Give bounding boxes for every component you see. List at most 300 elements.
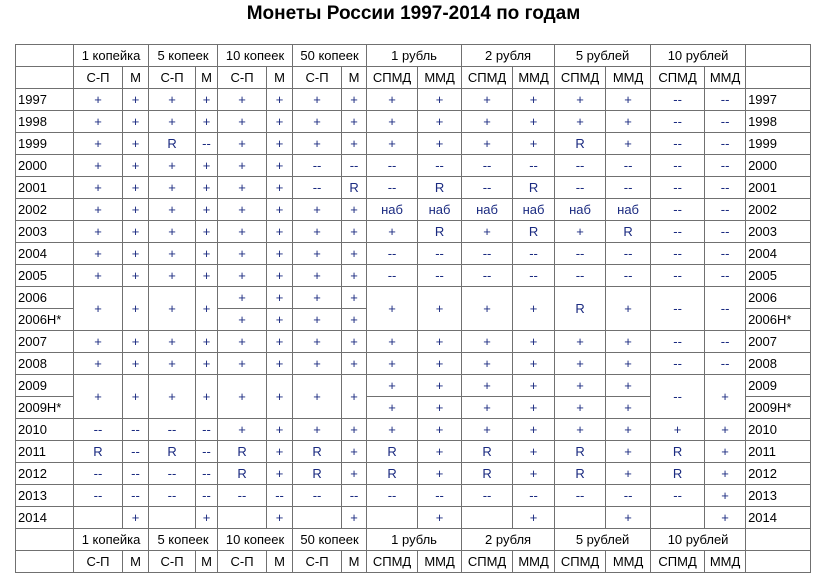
coin-cell: +	[418, 375, 462, 397]
coin-cell: --	[555, 265, 606, 287]
coin-cell: --	[555, 155, 606, 177]
coin-cell: --	[123, 419, 149, 441]
year-label: 2014	[16, 507, 74, 529]
coin-cell: +	[293, 111, 342, 133]
coin-cell: --	[74, 485, 123, 507]
mint-header: СПМД	[555, 551, 606, 573]
mint-header: СПМД	[462, 67, 513, 89]
mint-header: С-П	[74, 67, 123, 89]
coin-cell: +	[267, 375, 293, 419]
coin-cell: --	[462, 177, 513, 199]
coin-cell: +	[606, 397, 651, 419]
coin-cell: +	[342, 309, 367, 331]
coin-cell: --	[123, 485, 149, 507]
coin-cell: --	[705, 177, 746, 199]
coin-cell: +	[123, 221, 149, 243]
coin-cell: +	[342, 353, 367, 375]
mint-header: СПМД	[367, 67, 418, 89]
table-row	[16, 485, 811, 507]
coin-cell: +	[149, 155, 196, 177]
coin-cell: --	[705, 199, 746, 221]
coin-cell: --	[196, 485, 218, 507]
year-label-right: 2009Н*	[746, 397, 811, 419]
coin-cell: +	[267, 265, 293, 287]
coin-cell: --	[705, 221, 746, 243]
coin-cell	[651, 507, 705, 529]
coin-cell: +	[418, 89, 462, 111]
coin-cell: +	[123, 331, 149, 353]
coin-cell: --	[513, 155, 555, 177]
coin-cell: --	[462, 243, 513, 265]
coin-cell: +	[267, 199, 293, 221]
mint-header: ММД	[513, 551, 555, 573]
coin-cell: +	[196, 353, 218, 375]
coin-cell: +	[74, 243, 123, 265]
coin-cell: +	[267, 331, 293, 353]
mint-header: М	[342, 67, 367, 89]
coin-cell: +	[705, 441, 746, 463]
coin-cell: +	[462, 397, 513, 419]
coin-cell: --	[196, 133, 218, 155]
coin-cell: --	[651, 353, 705, 375]
table-row	[16, 155, 811, 177]
corner-cell	[16, 551, 74, 573]
coin-cell: --	[74, 419, 123, 441]
coin-cell: +	[74, 265, 123, 287]
coin-cell: +	[123, 155, 149, 177]
coin-cell: +	[218, 375, 267, 419]
coin-cell: +	[267, 111, 293, 133]
coin-cell: +	[418, 463, 462, 485]
coin-cell: +	[74, 133, 123, 155]
coin-cell: +	[418, 111, 462, 133]
coin-cell: +	[418, 397, 462, 419]
coin-cell: +	[267, 353, 293, 375]
year-label: 2000	[16, 155, 74, 177]
coin-cell: +	[123, 199, 149, 221]
coin-cell: --	[555, 177, 606, 199]
year-label-right: 2008	[746, 353, 811, 375]
coin-cell: +	[513, 89, 555, 111]
coin-cell: +	[293, 309, 342, 331]
coin-cell: --	[651, 265, 705, 287]
year-label-right: 1997	[746, 89, 811, 111]
coin-cell: +	[342, 221, 367, 243]
coin-cell: +	[555, 89, 606, 111]
coin-cell: +	[462, 353, 513, 375]
top-mint-row	[16, 67, 811, 89]
year-label-right: 2000	[746, 155, 811, 177]
year-label-right: 2006Н*	[746, 309, 811, 331]
coin-cell: --	[367, 243, 418, 265]
coin-cell	[149, 507, 196, 529]
coin-cell: --	[651, 485, 705, 507]
coin-cell: +	[462, 89, 513, 111]
year-label: 2011	[16, 441, 74, 463]
coin-cell: +	[705, 463, 746, 485]
mint-header: М	[196, 67, 218, 89]
coin-cell: --	[705, 155, 746, 177]
coin-cell: R	[418, 177, 462, 199]
year-label: 2003	[16, 221, 74, 243]
mint-header: М	[123, 551, 149, 573]
mint-header: ММД	[418, 551, 462, 573]
year-label: 2010	[16, 419, 74, 441]
coin-cell: +	[196, 89, 218, 111]
mint-header: СПМД	[555, 67, 606, 89]
mint-header: СПМД	[651, 551, 705, 573]
coin-cell: +	[123, 177, 149, 199]
table-row	[16, 419, 811, 441]
denomination-header: 10 рублей	[651, 45, 746, 67]
coin-cell: +	[705, 419, 746, 441]
year-label-right: 2009	[746, 375, 811, 397]
corner-cell	[746, 551, 811, 573]
coin-cell: +	[74, 331, 123, 353]
table-row	[16, 375, 811, 397]
coin-cell: +	[705, 485, 746, 507]
coin-cell: +	[267, 507, 293, 529]
coin-cell: +	[293, 331, 342, 353]
coin-cell: --	[651, 111, 705, 133]
coin-cell: наб	[418, 199, 462, 221]
mint-header: С-П	[149, 67, 196, 89]
coin-cell: --	[606, 177, 651, 199]
coin-cell: --	[651, 133, 705, 155]
coin-cell: --	[418, 243, 462, 265]
coin-cell: --	[513, 485, 555, 507]
table-row	[16, 177, 811, 199]
coin-cell: +	[218, 331, 267, 353]
coin-cell: +	[149, 353, 196, 375]
coin-cell: +	[606, 353, 651, 375]
corner-cell	[16, 529, 74, 551]
coin-cell: +	[418, 507, 462, 529]
coin-cell: +	[218, 419, 267, 441]
coin-cell: +	[293, 375, 342, 419]
year-label-right: 2007	[746, 331, 811, 353]
coin-cell: --	[705, 89, 746, 111]
coin-cell: +	[418, 331, 462, 353]
coin-cell: +	[123, 287, 149, 331]
coin-cell: R	[367, 441, 418, 463]
coin-cell: +	[149, 265, 196, 287]
coin-cell: R	[74, 441, 123, 463]
mint-header: ММД	[606, 67, 651, 89]
coin-cell: +	[267, 287, 293, 309]
coin-cell: +	[555, 331, 606, 353]
coin-cell: --	[555, 243, 606, 265]
coin-cell: +	[267, 243, 293, 265]
coin-cell: наб	[367, 199, 418, 221]
coin-cell: +	[367, 419, 418, 441]
coin-cell: +	[513, 441, 555, 463]
coin-cell: --	[606, 243, 651, 265]
coin-cell: +	[606, 441, 651, 463]
coin-cell: --	[513, 243, 555, 265]
coin-cell: +	[367, 133, 418, 155]
table-row	[16, 199, 811, 221]
coin-cell: +	[267, 155, 293, 177]
year-label-right: 2001	[746, 177, 811, 199]
coin-cell: --	[513, 265, 555, 287]
denomination-header: 5 рублей	[555, 45, 651, 67]
coin-cell	[293, 507, 342, 529]
coin-cell: +	[218, 199, 267, 221]
coin-cell: +	[606, 419, 651, 441]
coin-cell	[462, 507, 513, 529]
coin-cell: +	[555, 353, 606, 375]
coin-cell	[555, 507, 606, 529]
coin-cell: +	[293, 243, 342, 265]
coin-cell: +	[705, 375, 746, 419]
coin-cell: +	[218, 265, 267, 287]
coin-cell: +	[74, 89, 123, 111]
coin-cell: --	[342, 155, 367, 177]
mint-header: С-П	[293, 67, 342, 89]
mint-header: ММД	[513, 67, 555, 89]
coin-cell: +	[705, 507, 746, 529]
coin-cell: +	[606, 507, 651, 529]
coin-cell: --	[651, 89, 705, 111]
coin-cell	[74, 507, 123, 529]
coin-cell: +	[418, 441, 462, 463]
coin-cell: +	[74, 353, 123, 375]
coin-cell: +	[555, 111, 606, 133]
coin-cell: +	[342, 133, 367, 155]
coin-cell: --	[123, 441, 149, 463]
coin-cell: +	[342, 89, 367, 111]
year-label-right: 1998	[746, 111, 811, 133]
coin-cell: +	[218, 133, 267, 155]
coin-cell: +	[513, 419, 555, 441]
coin-cell: --	[367, 177, 418, 199]
coin-cell: +	[462, 221, 513, 243]
coin-cell: +	[418, 133, 462, 155]
coin-cell: +	[74, 199, 123, 221]
coin-cell: R	[651, 463, 705, 485]
denomination-header: 50 копеек	[293, 45, 367, 67]
coin-cell: +	[123, 265, 149, 287]
coin-cell: +	[267, 441, 293, 463]
mint-header: М	[196, 551, 218, 573]
coin-cell: +	[196, 199, 218, 221]
coin-cell: +	[367, 221, 418, 243]
coin-cell: +	[513, 397, 555, 419]
coin-cell: +	[196, 177, 218, 199]
coin-cell: +	[293, 265, 342, 287]
coin-cell: --	[705, 331, 746, 353]
coin-cell: +	[513, 287, 555, 331]
mint-header: С-П	[218, 67, 267, 89]
year-label-right: 1999	[746, 133, 811, 155]
coin-cell: +	[606, 133, 651, 155]
table-row	[16, 133, 811, 155]
coin-cell: +	[555, 375, 606, 397]
year-label: 2002	[16, 199, 74, 221]
year-label-right: 2013	[746, 485, 811, 507]
coin-cell: +	[196, 287, 218, 331]
year-label-right: 2002	[746, 199, 811, 221]
coin-cell: наб	[606, 199, 651, 221]
coin-cell: +	[123, 375, 149, 419]
coin-cell: --	[606, 265, 651, 287]
coin-cell: +	[367, 375, 418, 397]
coin-cell: +	[196, 375, 218, 419]
coin-cell: +	[418, 287, 462, 331]
year-label: 2006Н*	[16, 309, 74, 331]
mint-header: С-П	[218, 551, 267, 573]
coin-cell: --	[606, 155, 651, 177]
denomination-header: 50 копеек	[293, 529, 367, 551]
coin-cell: --	[418, 485, 462, 507]
coin-cell: +	[123, 507, 149, 529]
coin-cell: --	[651, 199, 705, 221]
mint-header: ММД	[606, 551, 651, 573]
coins-table	[15, 44, 811, 573]
table-row	[16, 287, 811, 309]
coin-cell: --	[267, 485, 293, 507]
corner-cell	[746, 67, 811, 89]
coin-cell: R	[462, 441, 513, 463]
coin-cell: +	[267, 419, 293, 441]
coin-cell: +	[367, 331, 418, 353]
coin-cell: --	[462, 265, 513, 287]
bottom-mint-row	[16, 551, 811, 573]
coin-cell: +	[149, 331, 196, 353]
mint-header: СПМД	[367, 551, 418, 573]
coin-cell: --	[606, 485, 651, 507]
table-row	[16, 111, 811, 133]
mint-header: С-П	[74, 551, 123, 573]
table-row	[16, 331, 811, 353]
coin-cell: +	[513, 375, 555, 397]
coin-cell: +	[74, 221, 123, 243]
coin-cell: +	[513, 463, 555, 485]
mint-header: М	[267, 551, 293, 573]
mint-header: ММД	[705, 551, 746, 573]
mint-header: М	[123, 67, 149, 89]
denomination-header: 2 рубля	[462, 45, 555, 67]
coin-cell: +	[651, 419, 705, 441]
table-row	[16, 243, 811, 265]
coin-cell: +	[367, 397, 418, 419]
coin-cell: R	[555, 287, 606, 331]
year-label: 2004	[16, 243, 74, 265]
coin-cell: +	[267, 177, 293, 199]
coin-cell: наб	[513, 199, 555, 221]
coin-cell: +	[367, 353, 418, 375]
coin-cell: R	[149, 133, 196, 155]
mint-header: СПМД	[462, 551, 513, 573]
coin-cell: --	[651, 243, 705, 265]
denomination-header: 5 копеек	[149, 529, 218, 551]
coin-cell: +	[123, 133, 149, 155]
coin-cell: --	[651, 375, 705, 419]
coin-cell: +	[218, 89, 267, 111]
denomination-header: 10 рублей	[651, 529, 746, 551]
coin-cell: +	[293, 133, 342, 155]
coin-cell: +	[149, 221, 196, 243]
coin-cell: +	[218, 353, 267, 375]
coin-cell: R	[367, 463, 418, 485]
denomination-header: 1 рубль	[367, 45, 462, 67]
coin-cell: +	[342, 243, 367, 265]
year-label-right: 2010	[746, 419, 811, 441]
coin-cell: R	[462, 463, 513, 485]
denomination-header: 1 копейка	[74, 529, 149, 551]
coin-cell: +	[513, 133, 555, 155]
coin-cell: --	[149, 463, 196, 485]
coin-cell: +	[293, 221, 342, 243]
page-title: Монеты России 1997-2014 по годам	[246, 3, 581, 24]
year-label: 2012	[16, 463, 74, 485]
year-label: 1999	[16, 133, 74, 155]
coin-cell: --	[196, 419, 218, 441]
coin-cell: +	[196, 243, 218, 265]
coin-cell: --	[705, 265, 746, 287]
coin-cell: +	[149, 287, 196, 331]
coin-cell: --	[367, 485, 418, 507]
table-row	[16, 221, 811, 243]
coin-cell: --	[705, 243, 746, 265]
year-label: 2009Н*	[16, 397, 74, 419]
coin-cell: R	[651, 441, 705, 463]
coin-cell: --	[293, 485, 342, 507]
year-label: 1997	[16, 89, 74, 111]
coin-cell: --	[462, 155, 513, 177]
mint-header: ММД	[705, 67, 746, 89]
coin-cell: R	[149, 441, 196, 463]
coin-cell: --	[293, 155, 342, 177]
coin-cell: --	[293, 177, 342, 199]
coin-cell: +	[293, 419, 342, 441]
coin-cell: --	[705, 133, 746, 155]
coin-cell: +	[342, 507, 367, 529]
coin-cell: +	[606, 463, 651, 485]
coin-cell: R	[606, 221, 651, 243]
coin-cell: +	[267, 221, 293, 243]
coin-cell: +	[462, 331, 513, 353]
coin-cell: +	[196, 155, 218, 177]
coin-cell: +	[462, 375, 513, 397]
coin-cell: +	[342, 265, 367, 287]
coin-cell: +	[418, 419, 462, 441]
coin-cell: +	[555, 221, 606, 243]
corner-cell	[16, 45, 74, 67]
coin-cell: R	[513, 177, 555, 199]
mint-header: С-П	[293, 551, 342, 573]
coin-cell: наб	[462, 199, 513, 221]
bottom-denomination-row	[16, 529, 811, 551]
year-label: 1998	[16, 111, 74, 133]
coin-cell: +	[293, 89, 342, 111]
coin-cell: +	[513, 507, 555, 529]
coin-cell: --	[196, 441, 218, 463]
year-label-right: 2004	[746, 243, 811, 265]
coin-cell: +	[218, 155, 267, 177]
year-label-right: 2014	[746, 507, 811, 529]
coin-cell: +	[342, 111, 367, 133]
coin-cell: R	[293, 463, 342, 485]
coin-cell: +	[267, 463, 293, 485]
coin-cell: +	[293, 287, 342, 309]
coin-cell: --	[651, 331, 705, 353]
coin-cell: +	[74, 155, 123, 177]
top-denomination-row	[16, 45, 811, 67]
coin-cell: +	[418, 353, 462, 375]
coin-cell: +	[342, 375, 367, 419]
